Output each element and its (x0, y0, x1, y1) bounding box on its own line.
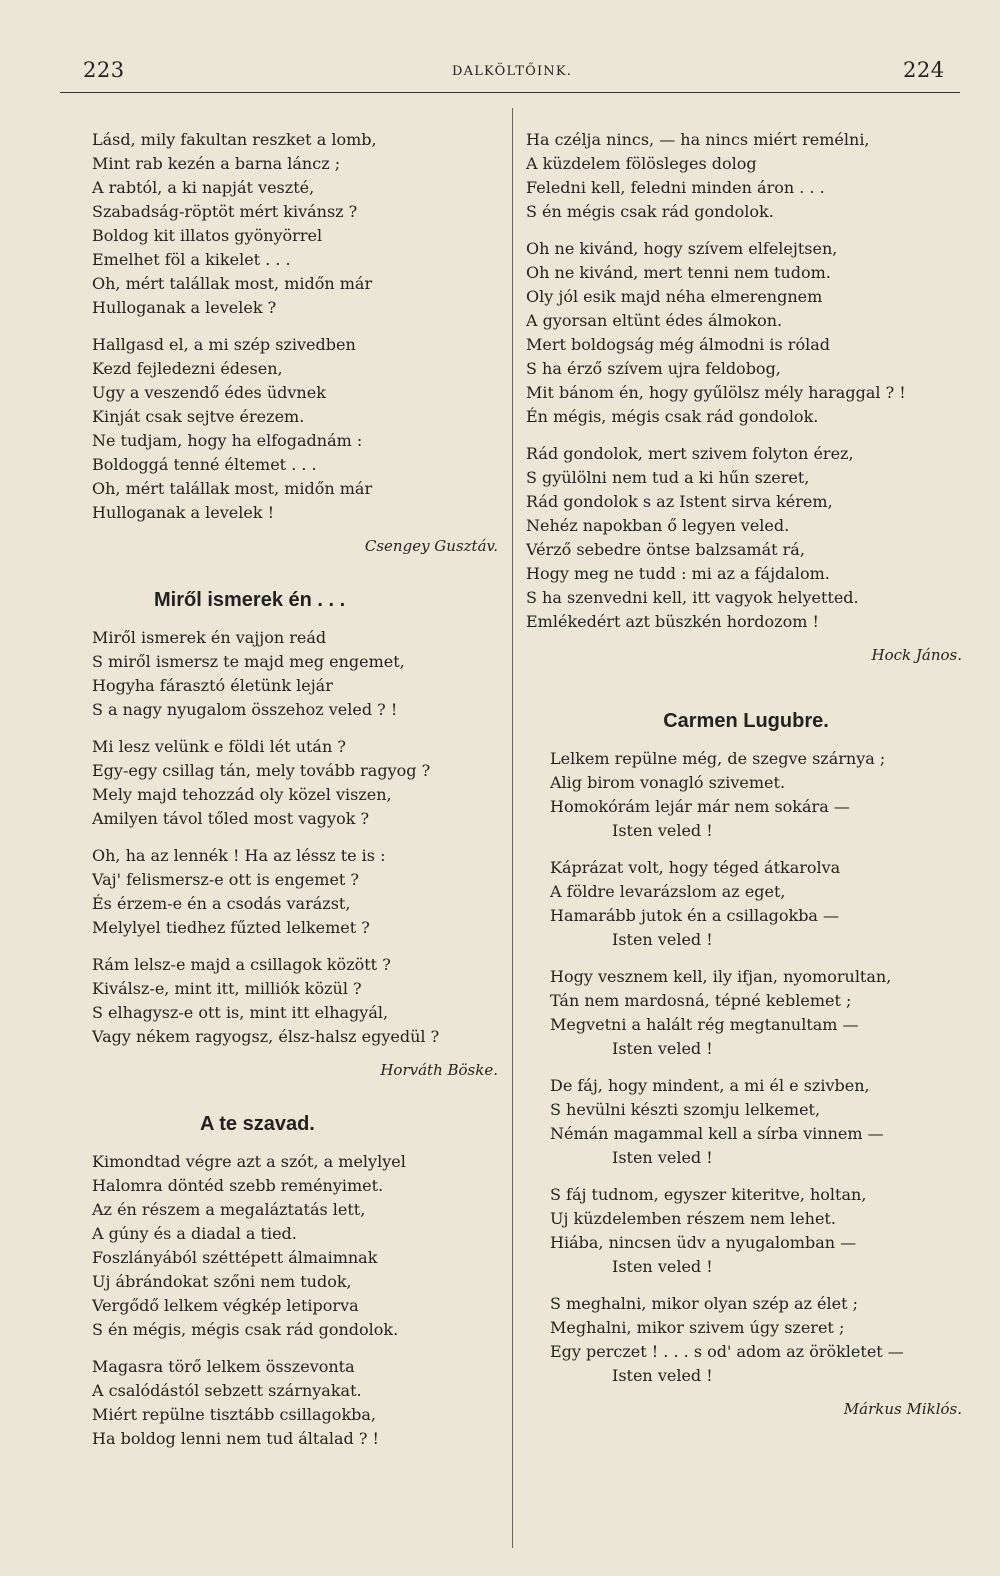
poem-2-stanzas (92, 626, 502, 1049)
verse-line: Lelkem repülne még, de szegve szárnya ; (550, 749, 886, 768)
verse-line: Foszlányából széttépett álmaimnak (92, 1248, 378, 1267)
verse-line: Feledni kell, feledni minden áron . . . (526, 178, 825, 197)
verse-line: Mit bánom én, hogy gyűlölsz mély haraggal ? ! (526, 383, 906, 402)
verse-line: Melylyel tiedhez fűzted lelkemet ? (92, 918, 370, 937)
verse-line: Mi lesz velünk e földi lét után ? (92, 737, 346, 756)
poem-3-stanzas (92, 1150, 502, 1451)
verse-line: Miért repülne tisztább csillagokba, (92, 1405, 376, 1424)
verse-line: Emelhet föl a kikelet . . . (92, 250, 291, 269)
stanza (92, 844, 502, 940)
verse-line: Ugy a veszendő édes üdvnek (92, 383, 326, 402)
verse-line: Amilyen távol tőled most vagyok ? (92, 809, 370, 828)
verse-line: Vaj' felismersz-e ott is engemet ? (92, 870, 360, 889)
verse-line: Isten veled ! (612, 821, 713, 840)
verse-line: Boldoggá tenné éltemet . . . (92, 455, 317, 474)
verse-line: Oh ne kivánd, hogy szívem elfelejtsen, (526, 239, 838, 258)
verse-line: Miről ismerek én vajjon reád (92, 628, 327, 647)
stanza (526, 237, 966, 429)
verse-line: Isten veled ! (612, 1257, 713, 1276)
verse-line: Rám lelsz-e majd a csillagok között ? (92, 955, 391, 974)
verse-line: Hamarább jutok én a csillagokba — (550, 906, 840, 925)
stanza (92, 1355, 502, 1451)
stanza (550, 965, 966, 1061)
verse-line: S ha szenvedni kell, itt vagyok helyetted. (526, 588, 859, 607)
verse-line: Homokórám lejár már nem sokára — (550, 797, 850, 816)
verse-line: S ha érző szívem ujra feldobog, (526, 359, 781, 378)
poem-4-title: Carmen Lugubre. (663, 710, 829, 732)
stanza (92, 128, 502, 320)
verse-line: Halomra döntéd szebb reményimet. (92, 1176, 384, 1195)
poem-3-continued (526, 128, 966, 667)
stanza (92, 953, 502, 1049)
verse-line: Vérző sebedre öntse balzsamát rá, (526, 540, 805, 559)
poem-1 (92, 128, 502, 558)
verse-line: Hogyha fárasztó életünk lejár (92, 676, 333, 695)
verse-line: Oh ne kivánd, mert tenni nem tudom. (526, 263, 831, 282)
stanza (92, 333, 502, 525)
verse-line: Ha boldog lenni nem tud általad ? ! (92, 1429, 379, 1448)
verse-line: Hogy meg ne tudd : mi az a fájdalom. (526, 564, 830, 583)
verse-line: Kinját csak sejtve érezem. (92, 407, 305, 426)
stanza (550, 1074, 966, 1170)
verse-line: S hevülni készti szomju lelkemet, (550, 1100, 821, 1119)
verse-line: S én mégis csak rád gondolok. (526, 202, 774, 221)
verse-line: De fáj, hogy mindent, a mi él e szivben, (550, 1076, 870, 1095)
verse-line: S én mégis, mégis csak rád gondolok. (92, 1320, 399, 1339)
verse-line: Hiába, nincsen üdv a nyugalomban — (550, 1233, 857, 1252)
verse-line: Rád gondolok, mert szivem folyton érez, (526, 444, 854, 463)
right-column (526, 128, 966, 1421)
verse-line: Magasra törő lelkem összevonta (92, 1357, 355, 1376)
poem-3-title: A te szavad. (200, 1113, 315, 1135)
poem-3 (92, 1112, 502, 1451)
verse-line: Hulloganak a levelek ! (92, 503, 275, 522)
verse-line: Lásd, mily fakultan reszket a lomb, (92, 130, 377, 149)
stanza (526, 128, 966, 224)
stanza (550, 856, 966, 952)
verse-line: S miről ismersz te majd meg engemet, (92, 652, 405, 671)
verse-line: Hogy vesznem kell, ily ifjan, nyomorultan, (550, 967, 892, 986)
verse-line: Isten veled ! (612, 930, 713, 949)
poem-1-stanzas (92, 128, 502, 525)
verse-line: Meghalni, mikor szivem úgy szeret ; (550, 1318, 845, 1337)
verse-line: A rabtól, a ki napját veszté, (92, 178, 315, 197)
poem-4 (526, 709, 966, 1421)
verse-line: Némán magammal kell a sírba vinnem — (550, 1124, 884, 1143)
verse-line: Mely majd tehozzád oly közel viszen, (92, 785, 392, 804)
verse-line: Oh, ha az lennék ! Ha az léssz te is : (92, 846, 386, 865)
verse-line: A gúny és a diadal a tied. (92, 1224, 297, 1243)
verse-line: Ne tudjam, hogy ha elfogadnám : (92, 431, 363, 450)
verse-line: Vagy nékem ragyogsz, élsz-halsz egyedül ? (92, 1027, 440, 1046)
poem-1-signature: Csengey Gusztáv. (364, 537, 498, 555)
stanza (92, 735, 502, 831)
running-title: DALKÖLTŐINK. (452, 64, 573, 79)
verse-line: Kimondtad végre azt a szót, a melylyel (92, 1152, 406, 1171)
verse-line: Káprázat volt, hogy téged átkarolva (550, 858, 841, 877)
stanza (550, 1292, 966, 1388)
verse-line: Kiválsz-e, mint itt, milliók közül ? (92, 979, 362, 998)
verse-line: S a nagy nyugalom összehoz veled ? ! (92, 700, 398, 719)
verse-line: Mint rab kezén a barna láncz ; (92, 154, 341, 173)
verse-line: A földre levarázslom az eget, (550, 882, 786, 901)
verse-line: S meghalni, mikor olyan szép az élet ; (550, 1294, 859, 1313)
verse-line: S gyülölni nem tud a ki hűn szeret, (526, 468, 810, 487)
verse-line: Ha czélja nincs, — ha nincs miért remélni, (526, 130, 870, 149)
verse-line: S fáj tudnom, egyszer kiteritve, holtan, (550, 1185, 867, 1204)
verse-line: Emlékedért azt büszkén hordozom ! (526, 612, 819, 631)
poem-4-signature: Márkus Miklós. (843, 1400, 962, 1418)
stanza (550, 747, 966, 843)
page-number-left: 223 (83, 58, 125, 82)
verse-line: Boldog kit illatos gyönyörrel (92, 226, 323, 245)
verse-line: Isten veled ! (612, 1366, 713, 1385)
verse-line: Rád gondolok s az Istent sirva kérem, (526, 492, 833, 511)
verse-line: Megvetni a halált rég megtanultam — (550, 1015, 859, 1034)
verse-line: Alig birom vonagló szivemet. (550, 773, 786, 792)
poem-4-stanzas (526, 747, 966, 1388)
verse-line: Én mégis, mégis csak rád gondolok. (526, 407, 819, 426)
poem-3-signature: Hock János. (871, 646, 962, 664)
poem-2-signature: Horváth Böske. (380, 1061, 498, 1079)
verse-line: Oh, mért talállak most, midőn már (92, 479, 373, 498)
verse-line: Szabadság-röptöt mért kivánsz ? (92, 202, 358, 221)
stanza (92, 626, 502, 722)
verse-line: Nehéz napokban ő legyen veled. (526, 516, 790, 535)
verse-line: Egy perczet ! . . . s od' adom az örökletet — (550, 1342, 904, 1361)
verse-line: Uj küzdelemben részem nem lehet. (550, 1209, 836, 1228)
verse-line: Mert boldogság még álmodni is rólad (526, 335, 830, 354)
column-divider (512, 108, 513, 1548)
verse-line: Hulloganak a levelek ? (92, 298, 277, 317)
poem-2 (92, 588, 502, 1082)
poem-2-title: Miről ismerek én . . . (154, 589, 346, 611)
page-number-right: 224 (903, 58, 945, 82)
verse-line: Egy-egy csillag tán, mely tovább ragyog ? (92, 761, 431, 780)
left-column (92, 128, 502, 1464)
verse-line: A gyorsan eltünt édes álmokon. (526, 311, 783, 330)
verse-line: Hallgasd el, a mi szép szivedben (92, 335, 356, 354)
verse-line: Oh, mért talállak most, midőn már (92, 274, 373, 293)
verse-line: Oly jól esik majd néha elmerengnem (526, 287, 823, 306)
verse-line: S elhagysz-e ott is, mint itt elhagyál, (92, 1003, 389, 1022)
stanza (550, 1183, 966, 1279)
verse-line: Isten veled ! (612, 1039, 713, 1058)
verse-line: Kezd fejledezni édesen, (92, 359, 283, 378)
stanza (526, 442, 966, 634)
verse-line: A küzdelem fölösleges dolog (526, 154, 757, 173)
header-rule (60, 92, 960, 93)
stanza (92, 1150, 502, 1342)
verse-line: És érzem-e én a csodás varázst, (92, 894, 351, 913)
verse-line: Vergődő lelkem végkép letiporva (92, 1296, 359, 1315)
verse-line: Az én részem a megaláztatás lett, (92, 1200, 366, 1219)
verse-line: A csalódástól sebzett szárnyakat. (92, 1381, 362, 1400)
poem-3-continued-stanzas (526, 128, 966, 634)
verse-line: Tán nem mardosná, tépné keblemet ; (550, 991, 852, 1010)
verse-line: Uj ábrándokat szőni nem tudok, (92, 1272, 352, 1291)
verse-line: Isten veled ! (612, 1148, 713, 1167)
